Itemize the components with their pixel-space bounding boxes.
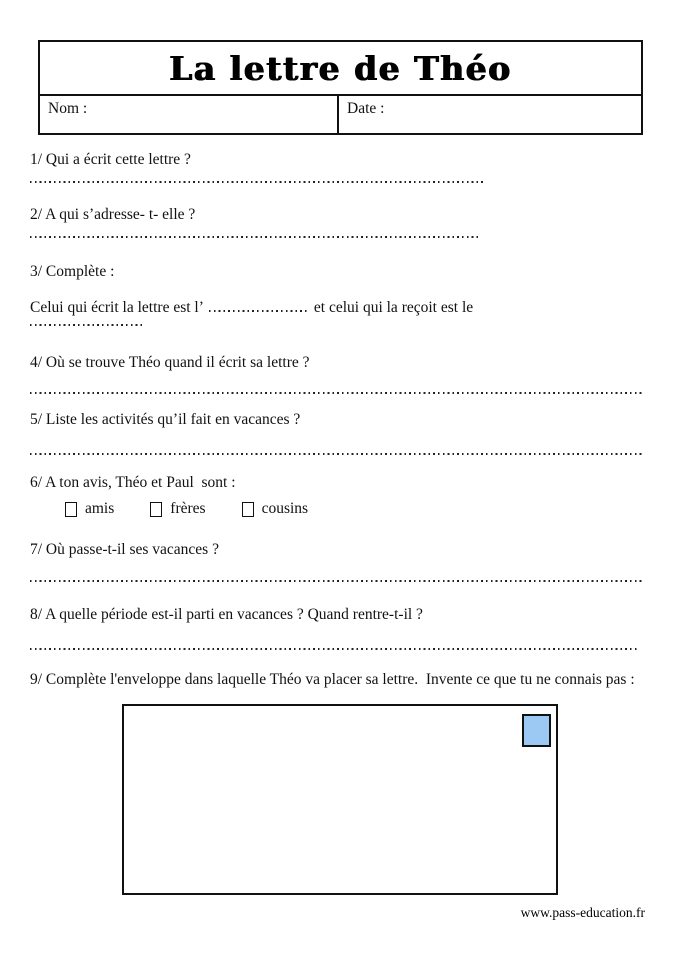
name-label: Nom : [48, 100, 88, 117]
stamp-box [522, 714, 551, 747]
option-cousins[interactable] [242, 500, 309, 518]
question-4: 4/ Où se trouve Théo quand il écrit sa lettre ? [30, 354, 310, 371]
q6-options [65, 500, 308, 518]
answer-line-7 [30, 580, 643, 582]
question-6: 6/ A ton avis, Théo et Paul sont : [30, 474, 236, 491]
option-label: cousins [261, 500, 309, 517]
option-freres[interactable] [150, 500, 205, 518]
answer-line-2 [30, 236, 480, 238]
question-2: 2/ A qui s’adresse- t- elle ? [30, 206, 196, 223]
question-8: 8/ A quelle période est-il parti en vacances ? Quand rentre-t-il ? [30, 606, 423, 623]
option-label: amis [85, 500, 115, 517]
date-label: Date : [347, 100, 385, 117]
answer-line-4 [30, 392, 643, 394]
option-amis[interactable] [65, 500, 114, 518]
fill-blank-2 [30, 324, 145, 326]
page-title: La lettre de Théo [169, 48, 512, 88]
fill-after-text: et celui qui la reçoit est le [313, 299, 474, 316]
date-field[interactable] [339, 96, 641, 135]
meta-row [40, 96, 641, 135]
fill-blank-1 [209, 310, 309, 312]
answer-line-8 [30, 648, 638, 650]
envelope-box [122, 704, 558, 895]
answer-line-5 [30, 453, 643, 455]
name-field[interactable] [40, 96, 339, 135]
checkbox-icon[interactable] [65, 502, 77, 517]
question-9: 9/ Complète l'enveloppe dans laquelle Théo va placer sa lettre. Invente ce que tu ne connais pas : [30, 671, 635, 688]
answer-line-1 [30, 181, 485, 183]
question-3-fill [30, 298, 645, 318]
title-row [40, 42, 641, 96]
checkbox-icon[interactable] [242, 502, 254, 517]
question-1: 1/ Qui a écrit cette lettre ? [30, 151, 191, 168]
question-5: 5/ Liste les activités qu’il fait en vacances ? [30, 411, 301, 428]
question-3: 3/ Complète : [30, 263, 115, 280]
checkbox-icon[interactable] [150, 502, 162, 517]
option-label: frères [170, 500, 206, 517]
fill-before-text: Celui qui écrit la lettre est l’ [30, 299, 204, 316]
footer-url[interactable]: www.pass-education.fr [520, 905, 645, 920]
question-7: 7/ Où passe-t-il ses vacances ? [30, 541, 219, 558]
header-table [38, 40, 643, 135]
